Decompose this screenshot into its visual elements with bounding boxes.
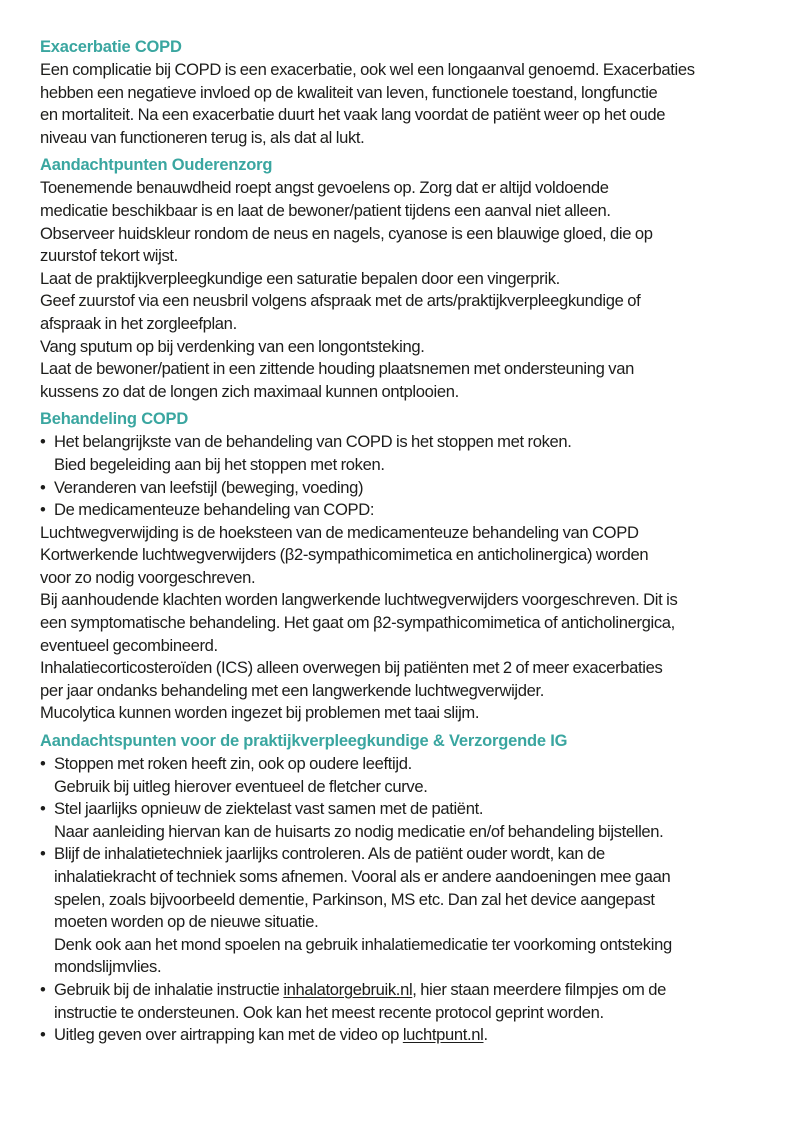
bullet-line: Stel jaarlijks opnieuw de ziektelast vast samen met de patiënt. — [54, 799, 484, 819]
bullet-line — [54, 1024, 770, 1047]
paragraph-line: Laat de bewoner/patient in een zittende houding plaatsnemen met ondersteuning van — [40, 359, 634, 379]
bullet-line — [54, 979, 770, 1002]
section-heading: Exacerbatie COPD — [40, 38, 182, 56]
bullet-line: instructie te ondersteunen. Ook kan het meest recente protocol geprint worden. — [54, 1002, 604, 1022]
text-span: Uitleg geven over airtrapping kan met de video op — [54, 1025, 403, 1045]
bullet-item — [40, 798, 770, 843]
bullet-line: Gebruik bij uitleg hierover eventueel de fletcher curve. — [54, 776, 428, 796]
section-heading: Aandachtpunten Ouderenzorg — [40, 156, 273, 175]
bullet-icon: • — [40, 844, 46, 864]
luchtpunt-link[interactable]: luchtpunt.nl — [402, 1025, 484, 1045]
bullet-line: spelen, zoals bijvoorbeeld dementie, Parkinson, MS etc. Dan zal het device aangepast — [54, 889, 655, 909]
bullet-line: De medicamenteuze behandeling van COPD: — [54, 500, 375, 520]
paragraph-line: Vang sputum op bij verdenking van een longontsteking. — [40, 336, 425, 356]
section-aandachtspunten-praktijkverpleegkundige — [40, 730, 770, 1047]
paragraph-line: een symptomatische behandeling. Het gaat om β2-sympathicomimetica of anticholinergica, — [40, 613, 675, 633]
bullet-item — [40, 499, 770, 522]
bullet-icon: • — [40, 432, 46, 452]
bullet-line: Het belangrijkste van de behandeling van COPD is het stoppen met roken. — [54, 432, 572, 452]
paragraph-line: Geef zuurstof via een neusbril volgens afspraak met de arts/praktijkverpleegkundige of — [40, 291, 641, 311]
bullet-line: Bied begeleiding aan bij het stoppen met roken. — [54, 454, 385, 474]
paragraph-line: per jaar ondanks behandeling met een langwerkende luchtwegverwijder. — [40, 680, 545, 700]
bullet-icon: • — [40, 500, 46, 520]
paragraph-line: Laat de praktijkverpleegkundige een saturatie bepalen door een vingerprik. — [40, 268, 560, 288]
bullet-icon: • — [40, 1025, 46, 1045]
section-behandeling-copd — [40, 408, 770, 725]
paragraph-line: niveau van functioneren terug is, als dat al lukt. — [40, 127, 365, 147]
text-span: , hier staan meerdere filmpjes om de — [412, 979, 666, 999]
paragraph-line: hebben een negatieve invloed op de kwaliteit van leven, functionele toestand, longfunctie — [40, 82, 658, 102]
bullet-line: Stoppen met roken heeft zin, ook op oudere leeftijd. — [54, 754, 412, 774]
bullet-line: mondslijmvlies. — [54, 957, 162, 977]
bullet-item — [40, 843, 770, 979]
paragraph-line: Inhalatiecorticosteroïden (ICS) alleen overwegen bij patiënten met 2 of meer exacerbaties — [40, 658, 663, 678]
bullet-line: Denk ook aan het mond spoelen na gebruik inhalatiemedicatie ter voorkoming ontsteking — [54, 934, 672, 954]
bullet-icon: • — [40, 477, 46, 497]
bullet-line: Blijf de inhalatietechniek jaarlijks controleren. Als de patiënt ouder wordt, kan de — [54, 844, 605, 864]
bullet-item — [40, 979, 770, 1024]
paragraph-line: Kortwerkende luchtwegverwijders (β2-sympathicomimetica en anticholinergica) worden — [40, 545, 649, 565]
paragraph-line: kussens zo dat de longen zich maximaal kunnen ontplooien. — [40, 381, 459, 401]
bullet-line: moeten worden op de nieuwe situatie. — [54, 912, 319, 932]
section-aandachtpunten-ouderenzorg — [40, 154, 770, 403]
bullet-icon: • — [40, 979, 46, 999]
bullet-item — [40, 753, 770, 798]
document-page — [40, 36, 770, 1052]
bullet-item — [40, 477, 770, 500]
paragraph-line: zuurstof tekort wijst. — [40, 246, 178, 266]
paragraph-line: Observeer huidskleur rondom de neus en nagels, cyanose is een blauwige gloed, die op — [40, 223, 653, 243]
bullet-item — [40, 1024, 770, 1047]
bullet-line: Naar aanleiding hiervan kan de huisarts zo nodig medicatie en/of behandeling bijstellen. — [54, 821, 664, 841]
paragraph-line: medicatie beschikbaar is en laat de bewoner/patient tijdens een aanval niet alleen. — [40, 200, 611, 220]
paragraph-line: voor zo nodig voorgeschreven. — [40, 567, 256, 587]
paragraph-line: eventueel gecombineerd. — [40, 635, 218, 655]
bullet-line: inhalatiekracht of techniek soms afnemen. Vooral als er andere aandoeningen mee gaan — [54, 867, 671, 886]
bullet-line: Veranderen van leefstijl (beweging, voeding) — [54, 477, 364, 497]
bullet-item — [40, 431, 770, 476]
section-heading: Behandeling COPD — [40, 410, 189, 429]
paragraph-line: Toenemende benauwdheid roept angst gevoelens op. Zorg dat er altijd voldoende — [40, 178, 609, 198]
bullet-icon: • — [40, 754, 46, 774]
bullet-icon: • — [40, 799, 46, 819]
paragraph-line: afspraak in het zorgleefplan. — [40, 313, 237, 333]
text-span: Gebruik bij de inhalatie instructie — [54, 979, 284, 999]
section-exacerbatie-copd — [40, 36, 770, 149]
text-span: . — [483, 1025, 488, 1045]
section-heading: Aandachtspunten voor de praktijkverpleegkundige & Verzorgende IG — [40, 732, 568, 751]
paragraph-line: en mortaliteit. Na een exacerbatie duurt het vaak lang voordat de patiënt weer op het oude — [40, 105, 666, 125]
paragraph-line: Een complicatie bij COPD is een exacerbatie, ook wel een longaanval genoemd. Exacerbaties — [40, 60, 695, 79]
paragraph-line: Bij aanhoudende klachten worden langwerkende luchtwegverwijders voorgeschreven. Dit is — [40, 590, 678, 610]
paragraph-line: Luchtwegverwijding is de hoeksteen van de medicamenteuze behandeling van COPD — [40, 522, 639, 542]
paragraph-line: Mucolytica kunnen worden ingezet bij problemen met taai slijm. — [40, 703, 480, 723]
inhalatorgebruik-link[interactable]: inhalatorgebruik.nl — [283, 979, 413, 999]
